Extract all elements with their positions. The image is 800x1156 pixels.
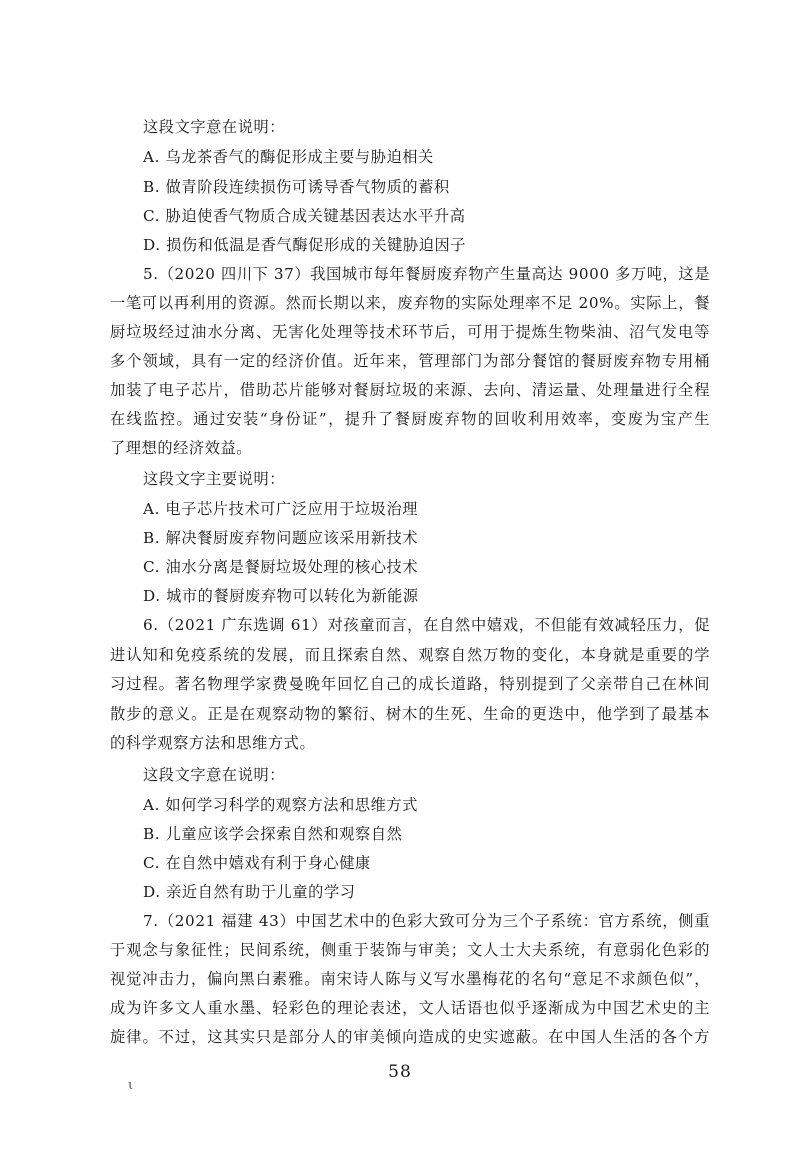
- question-6-line: 进认知和免疫系统的发展，而且探索自然、观察自然万物的变化，本身就是重要的学: [110, 646, 710, 664]
- option-c: C. 油水分离是餐厨垃圾处理的核心技术: [143, 558, 419, 576]
- question-6-line: 散步的意义。正是在观察动物的繁衍、树木的生死、生命的更迭中，他学到了最基本: [110, 705, 710, 723]
- question-5-line: 了理想的经济效益。: [110, 439, 253, 457]
- option-d: D. 城市的餐厨废弃物可以转化为新能源: [143, 587, 419, 605]
- option-a: A. 乌龙茶香气的酶促形成主要与胁迫相关: [143, 148, 434, 166]
- question-7-line: 旋律。不过，这其实只是部分人的审美倾向造成的史实遮蔽。在中国人生活的各个方: [110, 1028, 710, 1046]
- question-5-line: 5.（2020 四川下 37）我国城市每年餐厨废弃物产生量高达 9000 多万吨，这是: [143, 265, 710, 283]
- option-d: D. 亲近自然有助于儿童的学习: [143, 883, 356, 901]
- option-c: C. 胁迫使香气物质合成关键基因表达水平升高: [143, 207, 466, 225]
- question-6-line: 6.（2021 广东选调 61）对孩童而言，在自然中嬉戏，不但能有效减轻压力，促: [143, 616, 710, 634]
- page-number: 58: [388, 1062, 412, 1082]
- margin-mark: ι: [128, 1078, 134, 1093]
- question-5-line: 厨垃圾经过油水分离、无害化处理等技术环节后，可用于提炼生物柴油、沼气发电等: [110, 323, 710, 341]
- question-6-line: 习过程。著名物理学家费曼晚年回忆自己的成长道路，特别提到了父亲带自己在林间: [110, 675, 710, 693]
- question-7-line: 7.（2021 福建 43）中国艺术中的色彩大致可分为三个子系统：官方系统，侧重: [143, 912, 710, 930]
- question-prompt: 这段文字意在说明：: [143, 766, 286, 784]
- question-6-line: 的科学观察方法和思维方式。: [110, 734, 316, 752]
- option-b: B. 做青阶段连续损伤可诱导香气物质的蓄积: [143, 178, 450, 196]
- option-b: B. 儿童应该学会探索自然和观察自然: [143, 825, 403, 843]
- question-5-line: 一笔可以再利用的资源。然而长期以来，废弃物的实际处理率不足 20%。实际上，餐: [110, 294, 710, 312]
- question-7-line: 视觉冲击力，偏向黑白素雅。南宋诗人陈与义写水墨梅花的名句“意足不求颜色似”，: [110, 970, 710, 988]
- question-prompt: 这段文字意在说明：: [143, 118, 286, 136]
- option-a: A. 如何学习科学的观察方法和思维方式: [143, 796, 419, 814]
- option-b: B. 解决餐厨废弃物问题应该采用新技术: [143, 529, 419, 547]
- option-c: C. 在自然中嬉戏有利于身心健康: [143, 854, 371, 872]
- question-5-line: 在线监控。通过安装“身份证”，提升了餐厨废弃物的回收利用效率，变废为宝产生: [110, 410, 710, 428]
- option-a: A. 电子芯片技术可广泛应用于垃圾治理: [143, 500, 419, 518]
- question-5-line: 多个领域，具有一定的经济价值。近年来，管理部门为部分餐馆的餐厨废弃物专用桶: [110, 352, 710, 370]
- question-prompt: 这段文字主要说明：: [143, 470, 286, 488]
- question-7-line: 成为许多文人重水墨、轻彩色的理论表述，文人话语也似乎逐渐成为中国艺术史的主: [110, 999, 710, 1017]
- question-5-line: 加装了电子芯片，借助芯片能够对餐厨垃圾的来源、去向、清运量、处理量进行全程: [110, 381, 710, 399]
- option-d: D. 损伤和低温是香气酶促形成的关键胁迫因子: [143, 236, 467, 254]
- question-7-line: 于观念与象征性；民间系统，侧重于装饰与审美；文人士大夫系统，有意弱化色彩的: [110, 941, 710, 959]
